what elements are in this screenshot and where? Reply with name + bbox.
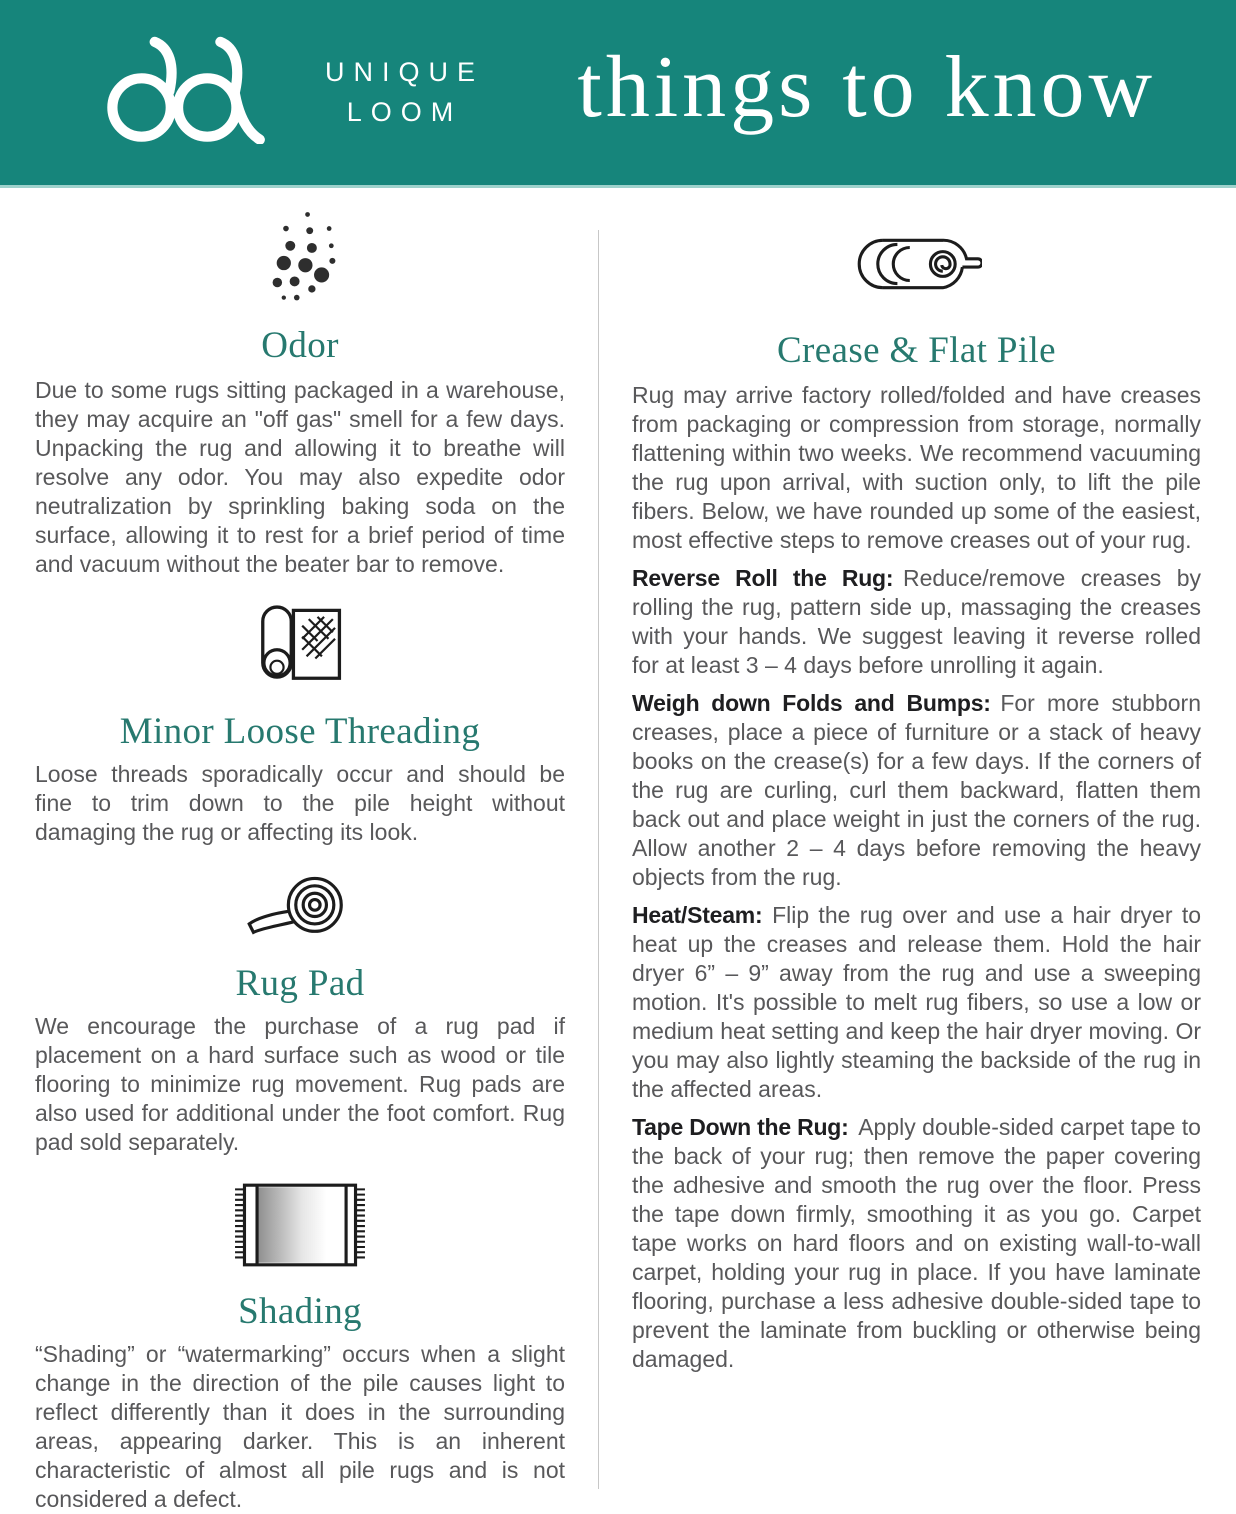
tip-text-reverse-roll: Reduce/remove creases by rolling the rug, pattern side up, massaging the creases with your hands. We suggest leaving it reverse rolled for at least 3 – 4 days before unrolling it again. — [632, 565, 1201, 678]
section-heading-crease-flat-pile: Crease & Flat Pile — [777, 330, 1056, 371]
section-rug-pad — [35, 871, 565, 1157]
rug-roll-side-icon — [632, 188, 1201, 297]
odor-dots-icon — [35, 188, 565, 308]
tape-roll-icon — [35, 871, 565, 948]
tip-text-heat-steam: Flip the rug over and use a hair dryer to heat up the creases and release them. Hold the hair dryer 6” – 9” away from the rug and use a sweeping motion. It's possible to melt rug fibers, so use a low or medium heat setting and keep the hair dryer moving. Or you may also lightly steaming the backside of the rug in the affected areas. — [632, 902, 1201, 1102]
brand-line2: LOOM — [346, 96, 463, 127]
section-odor — [35, 188, 565, 579]
column-divider — [598, 230, 599, 1489]
header-banner — [0, 0, 1236, 188]
section-body-shading: “Shading” or “watermarking” occurs when a slight change in the direction of the pile causes light to reflect differently than it does in the surrounding areas, appearing darker. This is an inherent characteristic of almost all pile rugs and is not considered a defect. — [35, 1341, 565, 1512]
unique-loom-logo-icon — [96, 36, 301, 149]
shaded-rug-icon — [35, 1181, 565, 1274]
section-heading-loose-threading: Minor Loose Threading — [119, 711, 481, 752]
section-intro-crease-flat-pile: Rug may arrive factory rolled/folded and have creases from packaging or compression from storage, normally flattening within two weeks. We recommend vacuuming the rug upon arrival, with suction only, to lift the pile fibers. Below, we have rounded up some of the easiest, most effective steps to remove creases out of your rug. — [632, 382, 1201, 553]
content-area — [0, 188, 1236, 1512]
section-heading-rug-pad: Rug Pad — [235, 963, 365, 1004]
section-body-loose-threading: Loose threads sporadically occur and should be fine to trim down to the pile height without damaging the rug or affecting its look. — [35, 761, 565, 845]
page-title: things to know — [577, 38, 1156, 136]
tip-heat-steam — [632, 901, 1201, 1104]
right-column — [632, 188, 1201, 1497]
section-heading-shading: Shading — [238, 1291, 362, 1332]
section-crease-flat-pile — [632, 188, 1201, 1374]
tip-reverse-roll — [632, 564, 1201, 680]
brand-line1: UNIQUE — [325, 57, 485, 88]
tip-label-weigh-down: Weigh down Folds and Bumps: — [632, 690, 991, 716]
tip-weigh-down — [632, 689, 1201, 892]
left-column — [35, 188, 565, 1512]
tip-text-tape-down: Apply double-sided carpet tape to the back of your rug; then remove the paper covering the adhesive and smooth the rug over the floor. Press the tape down firmly, smoothing it as you go. Carpet tape works on hard floors and on existing wall-to-wall carpet, holding your rug in place. If you have laminate flooring, purchase a less adhesive double-sided tape to prevent the laminate from buckling or otherwise being damaged. — [632, 1114, 1201, 1372]
section-body-odor: Due to some rugs sitting packaged in a warehouse, they may acquire an "off gas" smell for a few days. Unpacking the rug and allowing it to breathe will resolve any odor. You may also expedite odor neutralization by sprinkling baking soda on the surface, allowing it to rest for a brief period of time and vacuum without the beater bar to remove. — [35, 377, 565, 577]
section-body-rug-pad: We encourage the purchase of a rug pad if placement on a hard surface such as wood or tile flooring to minimize rug movement. Rug pads are also used for additional under the foot comfort. Rug pad sold separately. — [35, 1013, 565, 1155]
section-loose-threading — [35, 595, 565, 847]
tip-text-weigh-down: For more stubborn creases, place a piece of furniture or a stack of heavy books on the crease(s) for a few days. If the corners of the rug are curling, curl them backward, flatten them back out and place weight in just the corners of the rug. Allow another 2 – 4 days before removing the heavy objects from the rug. — [632, 690, 1201, 890]
section-shading — [35, 1181, 565, 1514]
tip-label-heat-steam: Heat/Steam: — [632, 902, 763, 928]
brand-name — [325, 53, 484, 131]
section-heading-odor: Odor — [261, 325, 339, 366]
tip-label-reverse-roll: Reverse Roll the Rug: — [632, 565, 894, 591]
rolled-rug-icon — [35, 595, 565, 692]
tip-label-tape-down: Tape Down the Rug: — [632, 1114, 849, 1140]
tip-tape-down — [632, 1113, 1201, 1374]
